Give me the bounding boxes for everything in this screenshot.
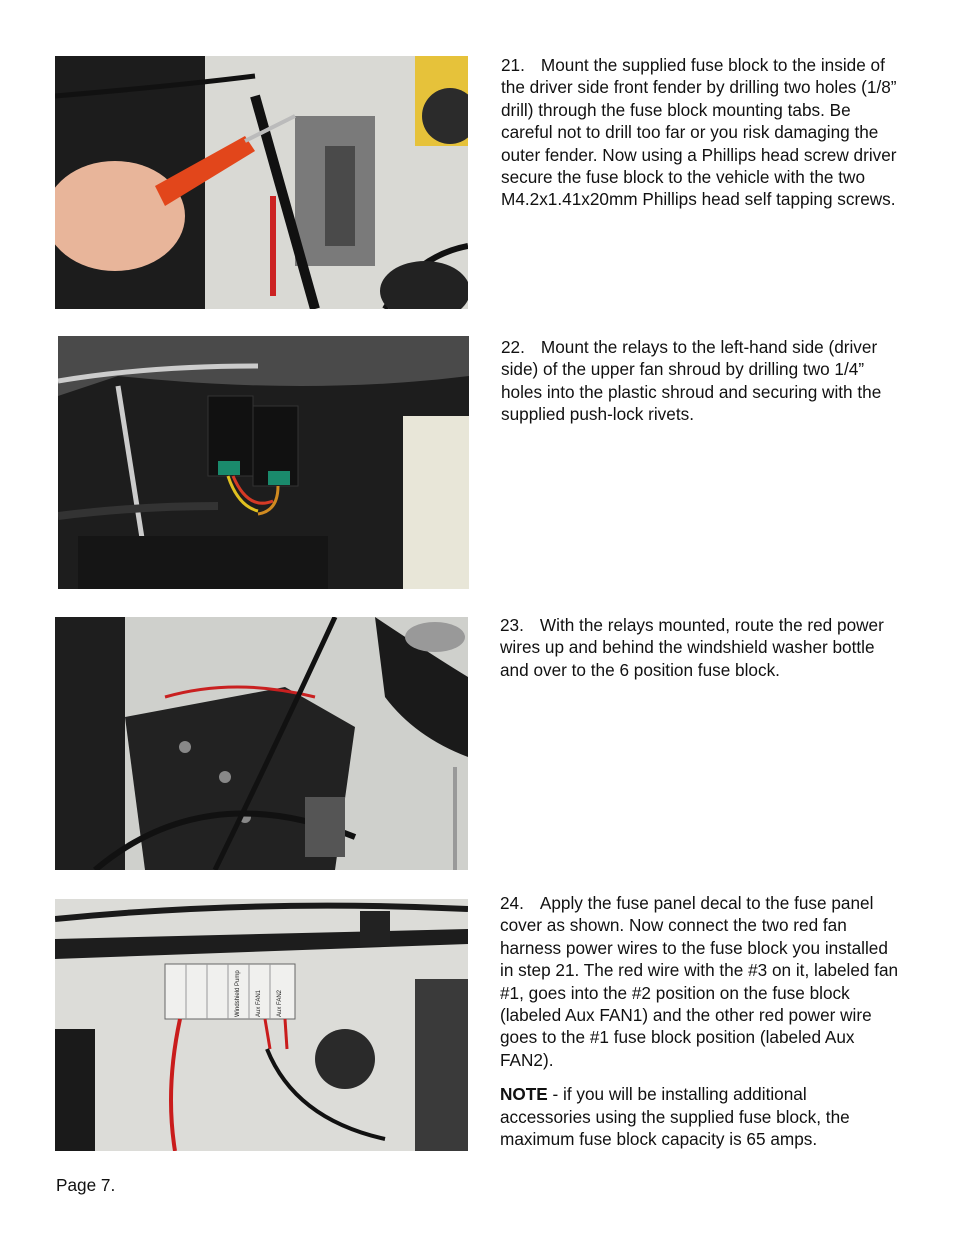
decal-label-aux-fan1: Aux FAN1 [256,989,262,1017]
step-number: 24. [500,893,524,913]
step-text: Mount the relays to the left-hand side (driver side) of the upper fan shroud by drilling two 1/4” holes into the plastic shroud and securing with the supplied push-lock rivets. [501,337,882,425]
step-text: Mount the supplied fuse block to the inside of the driver side front fender by drilling two holes (1/8” drill) through the fuse block mounting tabs. Be careful not to drill too far or you risk damaging the outer fender. Now using a Phillips head screw driver secure the fuse block to the vehicle with the two M4.2x1.41x20mm Phillips head self tapping screws. [501,55,897,210]
photo-wire-routing [55,617,468,870]
photo-fuse-panel-decal [55,899,468,1151]
step-22 [501,336,901,426]
note-label: NOTE [500,1084,548,1105]
photo-fuse-block-mounting [55,56,468,309]
step-24 [500,892,902,1150]
photo-relays-mounted [58,336,469,589]
step-number: 22. [501,337,525,357]
step-number: 23. [500,615,524,635]
step-text: Apply the fuse panel decal to the fuse panel cover as shown. Now connect the two red fan harness power wires to the fuse block you installed in step 21. The red wire with the #3 on it, labeled fan #1, goes into the #2 position on the fuse block (labeled Aux FAN1) and the other red power wire goes to the #1 fuse block position (labeled Aux FAN2). [500,893,899,1070]
note-text: - if you will be installing additional accessories using the supplied fuse block, the maximum fuse block capacity is 65 amps. [500,1084,850,1150]
page-number: Page 7. [56,1175,116,1195]
decal-label-windshield-pump: Windshield Pump [235,970,241,1017]
step-number: 21. [501,55,525,75]
step-21 [501,54,901,211]
note-paragraph [500,1083,902,1150]
decal-label-aux-fan2: Aux FAN2 [277,989,283,1017]
step-23 [500,614,900,681]
step-text: With the relays mounted, route the red power wires up and behind the windshield washer bottle and over to the 6 position fuse block. [500,615,884,680]
